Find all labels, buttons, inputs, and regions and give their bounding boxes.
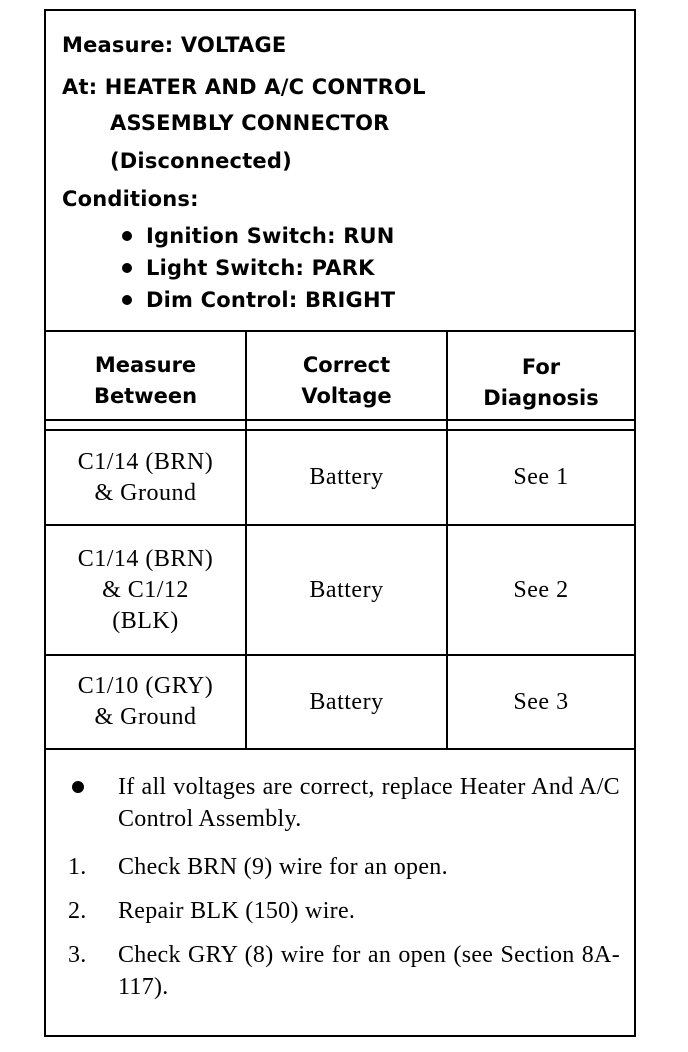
cell-line: (BLK) xyxy=(112,607,179,634)
condition-item xyxy=(122,256,375,280)
bullet-icon xyxy=(122,231,132,241)
condition-text: Light Switch: PARK xyxy=(146,256,375,280)
table-top-rule xyxy=(46,330,634,332)
column-header-line: Correct xyxy=(302,353,391,377)
cell-line: C1/10 (GRY) xyxy=(77,673,214,699)
cell-line: C1/14 (BRN) xyxy=(77,545,214,572)
table-cell-measure-between xyxy=(46,431,245,524)
diagnostic-chart xyxy=(44,9,636,1037)
bullet-icon xyxy=(122,295,132,305)
note-number: 3. xyxy=(68,942,87,968)
cell-line: & C1/12 xyxy=(102,576,189,603)
table-cell-voltage: Battery xyxy=(309,464,384,490)
note-text: Check GRY (8) wire for an open (see Section 8A-117). xyxy=(118,942,620,1000)
bullet-icon xyxy=(122,263,132,273)
table-bottom-rule xyxy=(46,748,634,750)
measure-line: Measure: VOLTAGE xyxy=(62,33,287,57)
note-text: If all voltages are correct, replace Heater And A/C Control Assembly. xyxy=(118,774,620,832)
column-header-line: Between xyxy=(93,384,198,408)
location-line-1: At: HEATER AND A/C CONTROL xyxy=(62,75,426,99)
note-number: 1. xyxy=(68,854,87,880)
conditions-label: Conditions: xyxy=(62,187,199,211)
table-cell-diagnosis: See 2 xyxy=(513,576,569,603)
table-cell-voltage: Battery xyxy=(309,688,384,715)
table-cell-voltage: Battery xyxy=(309,576,384,603)
condition-text: Ignition Switch: RUN xyxy=(146,224,395,248)
bullet-icon xyxy=(72,781,84,793)
cell-line: & Ground xyxy=(94,479,197,506)
table-cell-diagnosis: See 3 xyxy=(513,688,569,715)
header-bottom-rule xyxy=(46,419,634,421)
note-number: 2. xyxy=(68,898,87,924)
table-cell-measure-between xyxy=(46,526,245,654)
column-header-line: Voltage xyxy=(301,384,392,408)
note-text: Repair BLK (150) wire. xyxy=(118,898,356,924)
cell-line: & Ground xyxy=(94,704,197,730)
table-cell-diagnosis: See 1 xyxy=(513,464,569,490)
column-header-line: Diagnosis xyxy=(483,386,599,410)
test-header xyxy=(46,11,634,331)
column-header-line: For xyxy=(521,355,561,379)
column-header-for-diagnosis xyxy=(448,352,634,414)
condition-item xyxy=(122,224,395,248)
column-header-measure-between xyxy=(46,350,245,412)
condition-item xyxy=(122,288,395,312)
table-cell-measure-between xyxy=(46,656,245,748)
condition-text: Dim Control: BRIGHT xyxy=(146,288,396,312)
location-line-3: (Disconnected) xyxy=(110,149,292,173)
location-line-2: ASSEMBLY CONNECTOR xyxy=(110,111,390,135)
note-text: Check BRN (9) wire for an open. xyxy=(118,854,448,880)
column-header-line: Measure xyxy=(94,353,197,377)
cell-line: C1/14 (BRN) xyxy=(77,448,214,475)
column-header-correct-voltage xyxy=(247,350,446,412)
